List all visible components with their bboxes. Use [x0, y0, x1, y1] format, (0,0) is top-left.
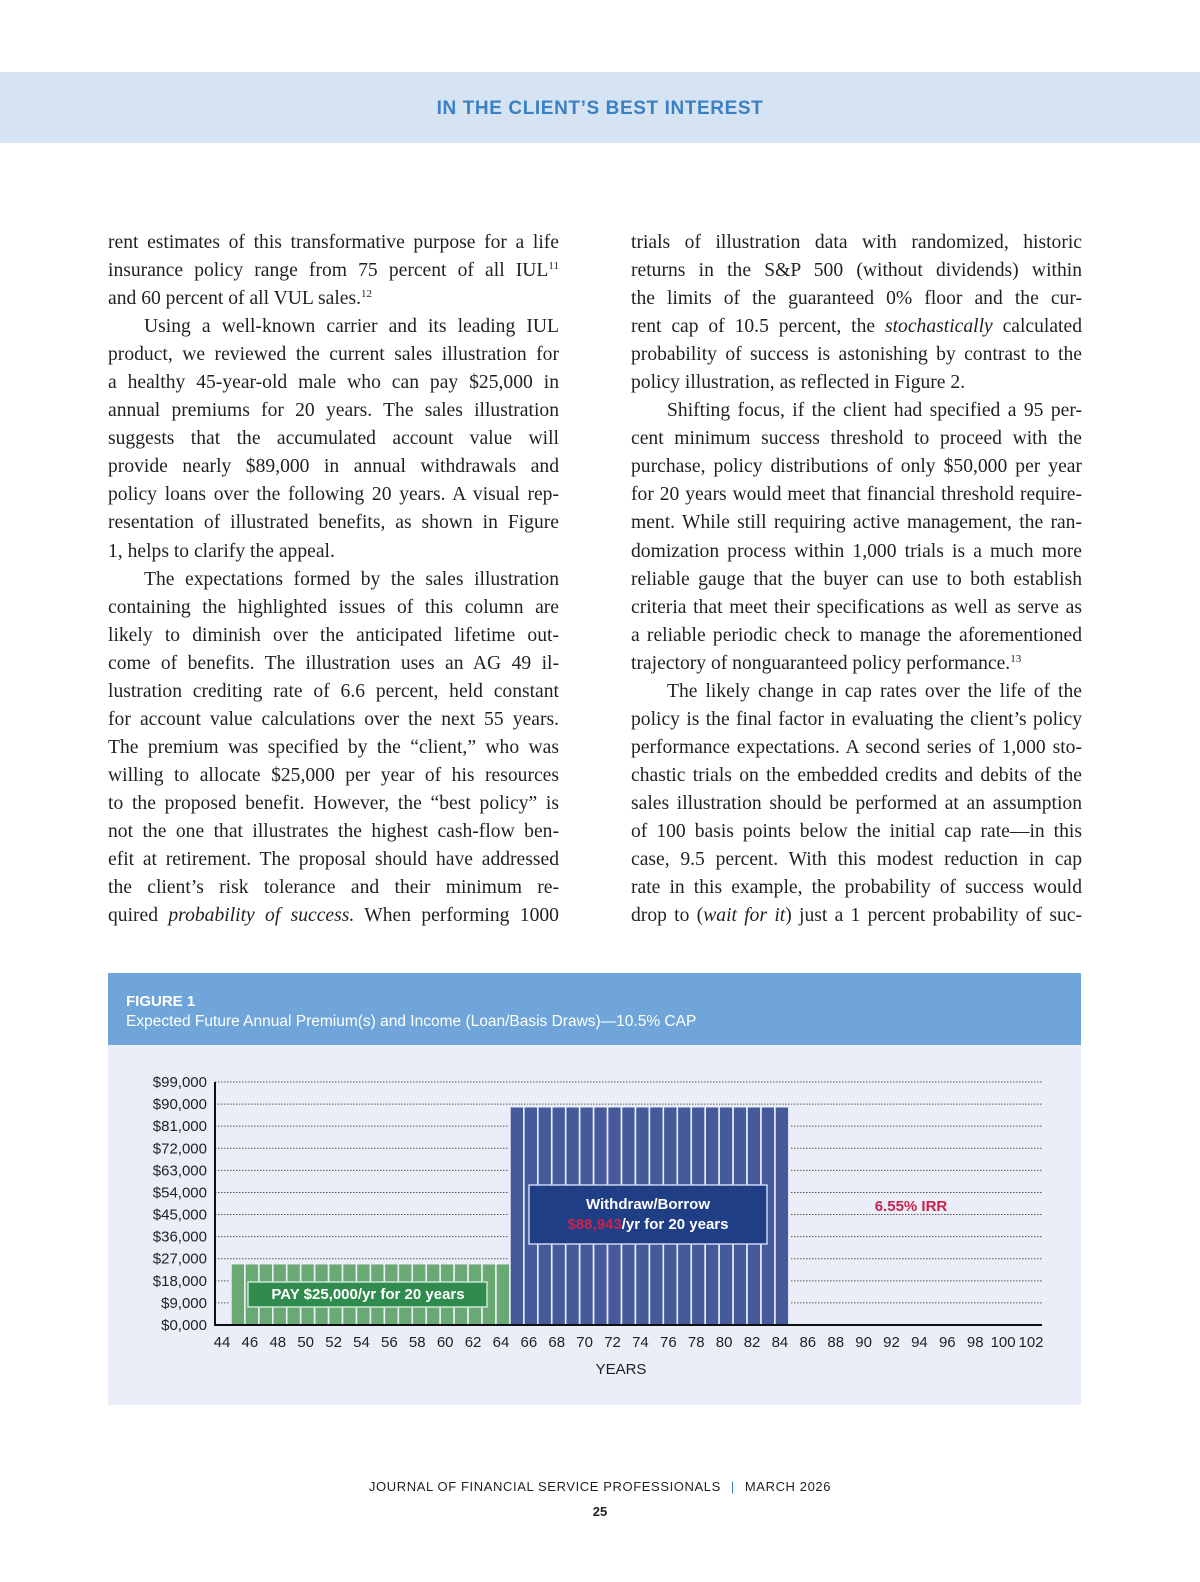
text-run: quired [108, 905, 169, 927]
x-axis-title: YEARS [595, 1361, 647, 1378]
text-run: case, 9.5 percent. With this modest reduction in cap [631, 849, 1082, 871]
bar-premium [231, 1264, 245, 1325]
text-line [631, 622, 1082, 650]
text-run: provide nearly $89,000 in annual withdrawals and [108, 456, 559, 478]
text-line [631, 650, 1082, 678]
text-run: sales illustration should be performed at an assumption [631, 792, 1082, 814]
x-tick-label: 100 [990, 1334, 1016, 1351]
text-run: cent minimum success threshold to proceed with the [631, 428, 1082, 450]
text-run: trials of illustration data with randomized, historic [631, 232, 1082, 253]
left-column [108, 229, 559, 930]
x-tick-label: 66 [520, 1334, 538, 1351]
x-tick-label: 64 [492, 1334, 510, 1351]
text-run: for account value calculations over the next 55 years. [108, 708, 559, 730]
text-line [631, 257, 1082, 285]
italic-text: wait for it [703, 905, 786, 927]
y-tick-label: $81,000 [152, 1118, 207, 1136]
bar-withdraw-borrow [510, 1107, 524, 1325]
x-tick-label: 78 [687, 1334, 705, 1351]
text-line [108, 594, 559, 622]
text-line [108, 229, 559, 257]
text-line [108, 341, 559, 369]
text-line [108, 566, 559, 594]
x-tick-label: 80 [715, 1334, 733, 1351]
text-line [631, 566, 1082, 594]
text-line [108, 425, 559, 453]
text-run: a reliable periodic check to manage the aforementioned [631, 624, 1082, 646]
x-tick-label: 72 [604, 1334, 621, 1351]
y-tick-label: $63,000 [152, 1162, 207, 1180]
text-line [108, 538, 559, 566]
text-run: containing the highlighted issues of this column are [108, 596, 559, 618]
x-tick-label: 90 [855, 1334, 872, 1351]
x-tick-label: 74 [632, 1334, 649, 1351]
text-run: The likely change in cap rates over the life of the [667, 680, 1082, 702]
text-line [108, 397, 559, 425]
text-run: The premium was specified by the “client,” who was [108, 736, 559, 758]
text-run: product, we reviewed the current sales illustration for [108, 344, 559, 366]
x-tick-label: 82 [743, 1334, 761, 1351]
text-line [631, 425, 1082, 453]
text-run: The expectations formed by the sales illustration [144, 568, 559, 590]
text-run: of 100 basis points below the initial cap rate—in this [631, 820, 1082, 842]
text-line [631, 509, 1082, 537]
text-line [108, 369, 559, 397]
x-tick-label: 84 [771, 1334, 789, 1351]
text-run: the limits of the guaranteed 0% floor and the cur- [631, 288, 1082, 310]
journal-name: JOURNAL OF FINANCIAL SERVICE PROFESSIONALS [368, 1479, 721, 1494]
text-line [108, 453, 559, 481]
text-run: purchase, policy distributions of only $50,000 per year [631, 456, 1082, 478]
x-tick-label: 88 [827, 1334, 845, 1351]
text-line [108, 846, 559, 874]
premium-label: PAY $25,000/yr for 20 years [271, 1286, 465, 1303]
withdraw-suffix: /yr for 20 years [621, 1216, 729, 1233]
text-line [631, 846, 1082, 874]
text-line [631, 762, 1082, 790]
text-run: Using a well-known carrier and its leading IUL [144, 316, 559, 338]
italic-text: probability of success. [168, 905, 355, 927]
text-line [631, 902, 1082, 930]
x-tick-label: 86 [799, 1334, 817, 1351]
section-title: IN THE CLIENT’S BEST INTEREST [436, 98, 764, 119]
page-number: 25 [592, 1504, 608, 1519]
footnote-ref: 13 [1010, 652, 1022, 665]
x-tick-label: 98 [966, 1334, 984, 1351]
figure-label: FIGURE 1 [126, 993, 196, 1010]
text-line [108, 818, 559, 846]
text-run: a healthy 45-year-old male who can pay $25,000 in [108, 372, 559, 394]
issue-date: MARCH 2026 [744, 1479, 832, 1494]
text-line [631, 734, 1082, 762]
text-line [631, 481, 1082, 509]
text-line [631, 341, 1082, 369]
text-run: for 20 years would meet that financial threshold require- [631, 484, 1082, 506]
text-run: ) just a 1 percent probability of suc- [785, 905, 1082, 927]
text-line [631, 369, 1082, 397]
x-tick-label: 48 [269, 1334, 287, 1351]
text-line [631, 313, 1082, 341]
text-line [108, 902, 559, 930]
text-run: chastic trials on the embedded credits and debits of the [631, 764, 1082, 786]
text-run: criteria that meet their specifications as well as serve as [631, 596, 1082, 618]
text-run: ment. While still requiring active management, the ran- [631, 512, 1082, 534]
text-run: reliable gauge that the buyer can use to both establish [631, 568, 1082, 590]
text-line [108, 622, 559, 650]
text-run: probability of success is astonishing by contrast to the [631, 344, 1082, 366]
y-tick-label: $36,000 [152, 1228, 207, 1246]
x-tick-label: 92 [883, 1334, 900, 1351]
text-line [631, 453, 1082, 481]
irr-label: 6.55% IRR [874, 1198, 948, 1215]
text-run: drop to ( [631, 905, 704, 927]
withdraw-label-box [529, 1185, 767, 1244]
text-run: policy illustration, as reflected in Figure 2. [631, 372, 966, 394]
text-run: rate in this example, the probability of success would [631, 877, 1082, 899]
x-tick-label: 56 [381, 1334, 398, 1351]
footnote-ref: 11 [548, 260, 559, 273]
text-run: lustration crediting rate of 6.6 percent, held constant [108, 680, 559, 702]
text-run: policy loans over the following 20 years. A visual rep- [108, 484, 559, 506]
footnote-ref: 12 [361, 288, 373, 301]
withdraw-label-amount [568, 1216, 729, 1233]
x-tick-label: 76 [660, 1334, 677, 1351]
bar-withdraw-borrow [775, 1107, 789, 1325]
text-run: insurance policy range from 75 percent of all IUL [108, 260, 549, 282]
text-line [631, 538, 1082, 566]
text-line [108, 313, 559, 341]
text-line [108, 874, 559, 902]
withdraw-amount: $88,943 [567, 1216, 622, 1233]
text-line [108, 481, 559, 509]
footer-separator: | [730, 1479, 735, 1494]
x-tick-label: 94 [911, 1334, 928, 1351]
text-run: likely to diminish over the anticipated lifetime out- [108, 624, 559, 646]
x-tick-label: 58 [408, 1334, 426, 1351]
bar-premium [496, 1264, 510, 1325]
text-line [108, 285, 559, 313]
text-line [631, 790, 1082, 818]
text-run: returns in the S&P 500 (without dividends) within [631, 260, 1082, 282]
text-run: to the proposed benefit. However, the “best policy” is [108, 792, 559, 814]
x-tick-label: 46 [241, 1334, 259, 1351]
x-tick-label: 68 [548, 1334, 566, 1351]
text-line [631, 229, 1082, 257]
text-run: not the one that illustrates the highest cash-flow ben- [108, 820, 559, 842]
x-tick-label: 44 [213, 1334, 231, 1351]
figure-1 [108, 973, 1081, 1405]
x-tick-label: 54 [353, 1334, 370, 1351]
text-line [108, 790, 559, 818]
x-tick-label: 96 [938, 1334, 956, 1351]
text-line [631, 594, 1082, 622]
text-run: resentation of illustrated benefits, as shown in Figure [108, 512, 559, 534]
text-run: rent estimates of this transformative purpose for a life [108, 232, 559, 253]
y-tick-label: $90,000 [152, 1096, 207, 1114]
text-line [631, 397, 1082, 425]
text-line [108, 762, 559, 790]
withdraw-label-title: Withdraw/Borrow [585, 1196, 711, 1213]
bar-chart [108, 973, 1081, 1405]
text-run: and 60 percent of all VUL sales. [108, 288, 362, 310]
text-run: suggests that the accumulated account value will [108, 428, 559, 450]
x-tick-label: 50 [297, 1334, 315, 1351]
text-run: domization process within 1,000 trials is a much more [631, 540, 1082, 562]
text-line [631, 706, 1082, 734]
text-line [631, 678, 1082, 706]
text-line [631, 285, 1082, 313]
text-line [631, 818, 1082, 846]
y-tick-label: $45,000 [152, 1206, 207, 1224]
text-line [108, 650, 559, 678]
text-line [108, 257, 559, 285]
text-run: come of benefits. The illustration uses an AG 49 il- [108, 652, 559, 674]
text-run: policy is the final factor in evaluating the client’s policy [631, 708, 1082, 730]
x-tick-label: 102 [1018, 1334, 1044, 1351]
text-run: performance expectations. A second series of 1,000 sto- [631, 736, 1082, 758]
italic-text: stochastically [884, 316, 993, 338]
x-tick-label: 60 [436, 1334, 454, 1351]
y-tick-label: $0,000 [161, 1317, 207, 1334]
text-run: efit at retirement. The proposal should have addressed [108, 849, 559, 871]
x-tick-label: 62 [464, 1334, 482, 1351]
text-line [108, 734, 559, 762]
text-run: When performing 1000 [354, 905, 559, 927]
y-tick-label: $27,000 [152, 1250, 207, 1268]
text-line [631, 874, 1082, 902]
text-run: trajectory of nonguaranteed policy performance. [631, 652, 1011, 674]
y-tick-label: $9,000 [161, 1294, 207, 1312]
x-tick-label: 70 [576, 1334, 593, 1351]
text-run: willing to allocate $25,000 per year of his resources [108, 764, 559, 786]
footer [0, 1479, 1200, 1494]
text-run: calculated [992, 316, 1082, 338]
text-run: Shifting focus, if the client had specified a 95 per- [667, 400, 1082, 422]
text-line [108, 509, 559, 537]
text-line [108, 706, 559, 734]
text-line [108, 678, 559, 706]
text-run: rent cap of 10.5 percent, the [631, 316, 885, 338]
y-tick-label: $72,000 [152, 1140, 207, 1158]
text-run: the client’s risk tolerance and their minimum re- [108, 877, 559, 899]
figure-caption: Expected Future Annual Premium(s) and Income (Loan/Basis Draws)—10.5% CAP [126, 1013, 697, 1030]
text-run: annual premiums for 20 years. The sales illustration [108, 400, 559, 422]
x-tick-label: 52 [325, 1334, 342, 1351]
y-tick-label: $99,000 [152, 1074, 207, 1091]
right-column [631, 229, 1082, 930]
text-run: 1, helps to clarify the appeal. [108, 540, 335, 562]
y-tick-label: $18,000 [152, 1272, 207, 1290]
y-tick-label: $54,000 [152, 1184, 207, 1202]
